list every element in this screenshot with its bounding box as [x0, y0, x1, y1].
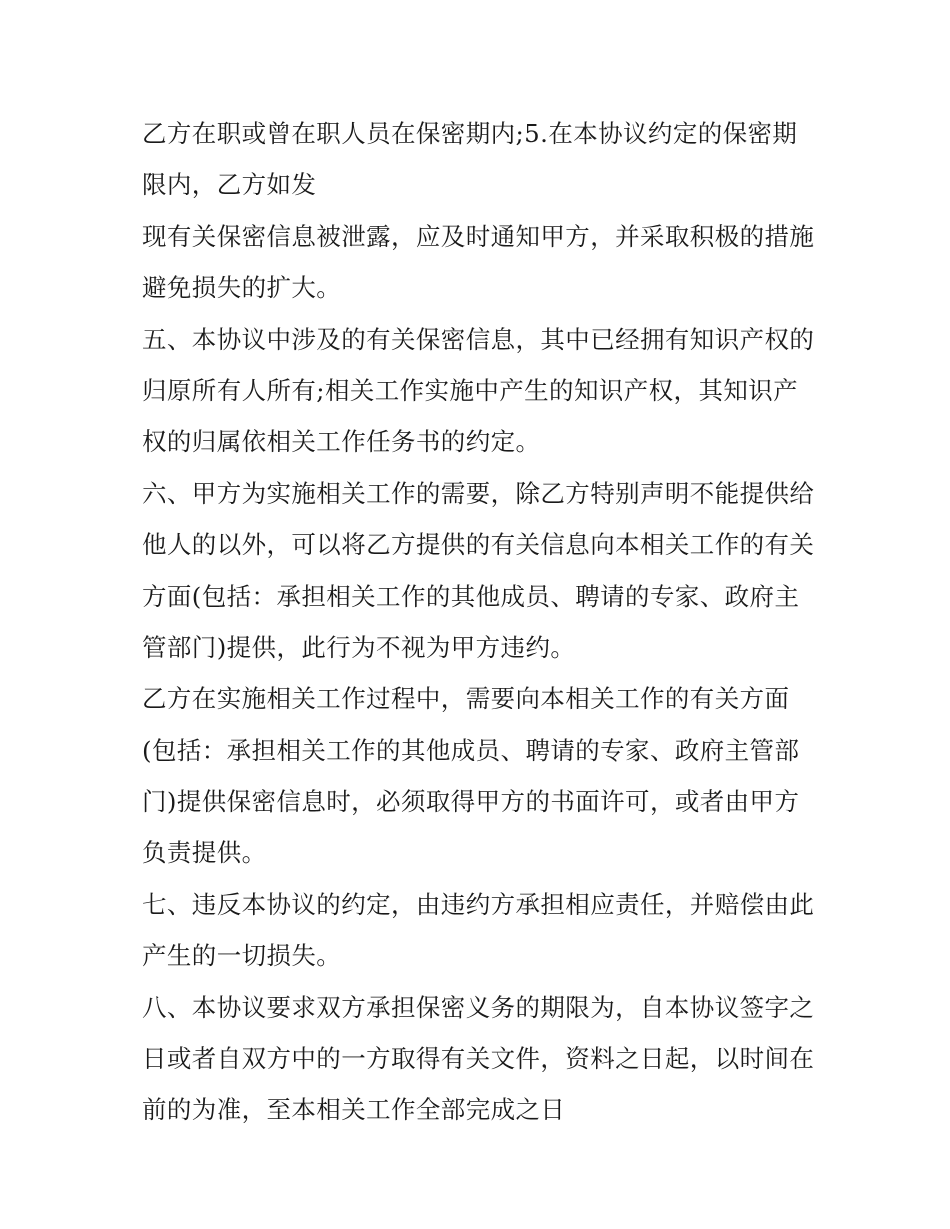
- text-line: 产生的一切损失。: [142, 941, 342, 971]
- text-line: 管部门)提供，此行为不视为甲方违约。: [142, 632, 576, 662]
- text-line: 负责提供。: [142, 838, 267, 868]
- text-line: 门)提供保密信息时，必须取得甲方的书面许可，或者由甲方: [142, 787, 800, 817]
- text-line: 限内，乙方如发: [142, 170, 317, 200]
- text-line: 乙方在职或曾在职人员在保密期内;5.在本协议约定的保密期: [142, 119, 798, 148]
- text-line: (包括：承担相关工作的其他成员、聘请的专家、政府主管部: [142, 735, 800, 765]
- text-line: 乙方在实施相关工作过程中，需要向本相关工作的有关方面: [142, 684, 790, 714]
- text-line: 前的为准，至本相关工作全部完成之日: [142, 1095, 566, 1125]
- document-body: [142, 108, 822, 1136]
- text-line: 五、本协议中涉及的有关保密信息，其中已经拥有知识产权的: [142, 324, 815, 354]
- text-line: 现有关保密信息被泄露，应及时通知甲方，并采取积极的措施: [142, 221, 815, 251]
- text-line: 方面(包括：承担相关工作的其他成员、聘请的专家、政府主: [142, 581, 800, 611]
- text-line: 归原所有人所有;相关工作实施中产生的知识产权，其知识产: [142, 375, 799, 405]
- text-line: 避免损失的扩大。: [142, 273, 342, 303]
- text-line: 权的归属依相关工作任务书的约定。: [142, 427, 541, 457]
- text-line: 日或者自双方中的一方取得有关文件，资料之日起，以时间在: [142, 1044, 815, 1074]
- text-line: 七、违反本协议的约定，由违约方承担相应责任，并赔偿由此: [142, 889, 815, 919]
- text-line: 六、甲方为实施相关工作的需要，除乙方特别声明不能提供给: [142, 478, 815, 508]
- text-line: 八、本协议要求双方承担保密义务的期限为，自本协议签字之: [142, 992, 815, 1022]
- text-line: 他人的以外，可以将乙方提供的有关信息向本相关工作的有关: [142, 530, 815, 560]
